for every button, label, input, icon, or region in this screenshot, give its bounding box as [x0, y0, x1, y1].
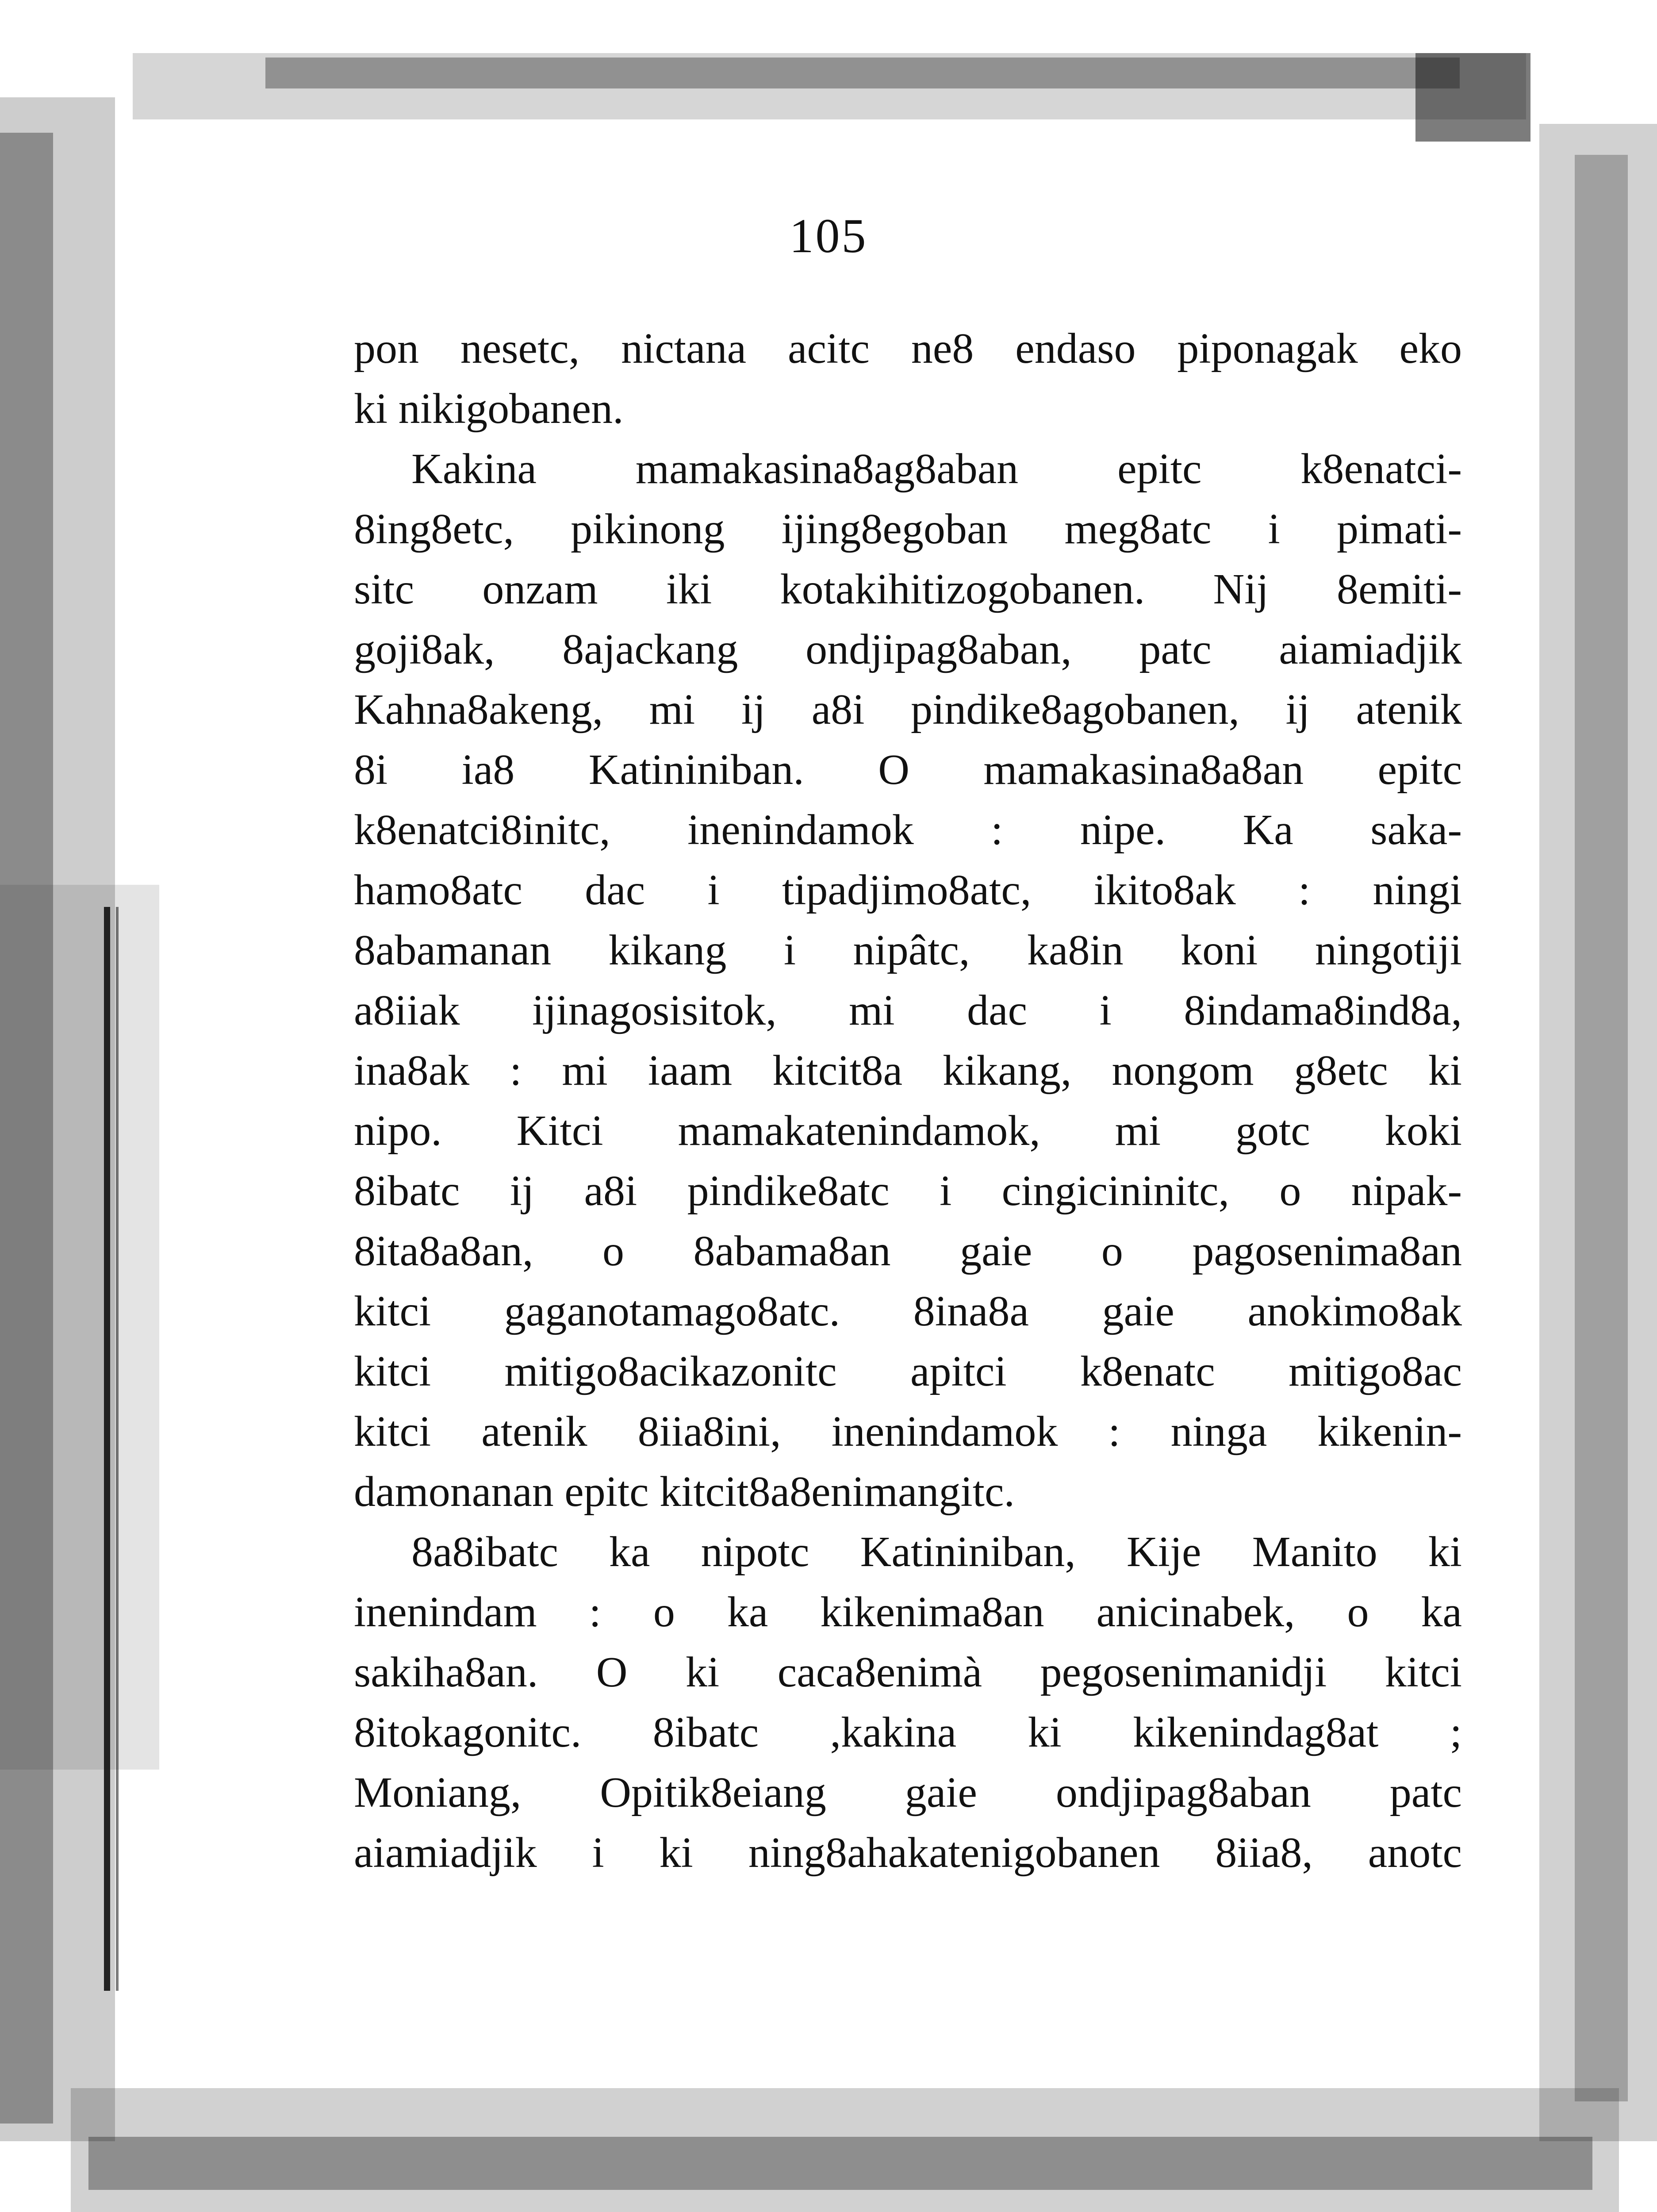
text-line: a8iiak ijinagosisitok, mi dac i 8indama8ind8a, [354, 987, 1462, 1034]
text-line: pon nesetc, nictana acitc ne8 endaso piponagak eko [354, 325, 1462, 373]
text-line: sakiha8an. O ki caca8enimà pegosenimanidji kitci [354, 1648, 1462, 1696]
text-line: damonanan epitc kitcit8a8enimangitc. [354, 1468, 1015, 1516]
text-line: ki nikigobanen. [354, 385, 624, 433]
text-line: 8itokagonitc. 8ibatc ,kakina ki kikenindag8at ; [354, 1709, 1462, 1756]
text-line: 8ibatc ij a8i pindike8atc i cingicininitc, o nipak- [354, 1167, 1462, 1215]
text-line: Kakina mamakasina8ag8aban epitc k8enatci- [411, 445, 1462, 493]
text-line: aiamiadjik i ki ning8ahakatenigobanen 8iia8, anotc [354, 1829, 1462, 1877]
text-line: goji8ak, 8ajackang ondjipag8aban, patc aiamiadjik [354, 626, 1462, 673]
text-line: 8ita8a8an, o 8abama8an gaie o pagosenima8an [354, 1227, 1462, 1275]
text-line: hamo8atc dac i tipadjimo8atc, ikito8ak : ningi [354, 866, 1462, 914]
text-line: kitci gaganotamago8atc. 8ina8a gaie anokimo8ak [354, 1287, 1462, 1335]
text-line: Moniang, Opitik8eiang gaie ondjipag8aban patc [354, 1769, 1462, 1816]
text-line: inenindam : o ka kikenima8an anicinabek, o ka [354, 1588, 1462, 1636]
text-line: ina8ak : mi iaam kitcit8a kikang, nongom g8etc ki [354, 1047, 1462, 1094]
text-line: 8a8ibatc ka nipotc Katininiban, Kije Manito ki [411, 1528, 1462, 1576]
page-number: 105 [789, 209, 868, 263]
text-line: 8ing8etc, pikinong ijing8egoban meg8atc i pimati- [354, 505, 1462, 553]
text-line: sitc onzam iki kotakihitizogobanen. Nij 8emiti- [354, 565, 1462, 613]
text-line: 8i ia8 Katininiban. O mamakasina8a8an epitc [354, 746, 1462, 794]
body-text [354, 319, 1462, 1883]
text-line: 8abamanan kikang i nipâtc, ka8in koni ningotiji [354, 926, 1462, 974]
text-line: Kahna8akeng, mi ij a8i pindike8agobanen, ij atenik [354, 686, 1462, 733]
text-line: nipo. Kitci mamakatenindamok, mi gotc koki [354, 1107, 1462, 1155]
text-line: kitci mitigo8acikazonitc apitci k8enatc mitigo8ac [354, 1348, 1462, 1395]
text-line: k8enatci8initc, inenindamok : nipe. Ka saka- [354, 806, 1462, 854]
text-line: kitci atenik 8iia8ini, inenindamok : ninga kikenin- [354, 1408, 1462, 1455]
